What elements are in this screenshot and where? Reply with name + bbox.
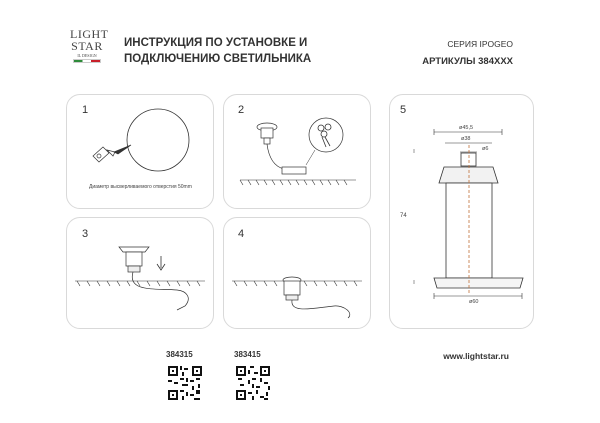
article-range: АРТИКУЛЫ 384XXX <box>422 56 513 67</box>
dim-inner: ø38 <box>461 136 471 142</box>
ground-line <box>75 281 205 286</box>
dim-base: ø60 <box>469 299 479 305</box>
step-5-dimensions-panel <box>389 94 534 329</box>
dim-top-width: ø45,5 <box>459 125 474 131</box>
insertion-illustration <box>67 218 213 328</box>
article-label-2: 383415 <box>234 350 261 359</box>
step-number: 3 <box>82 228 89 240</box>
step-3-panel <box>66 217 214 329</box>
step-1-caption: Диаметр высверливаемого отверстия 50mm <box>89 184 192 190</box>
drilled-hole <box>127 109 189 171</box>
qr-code-383415[interactable] <box>236 366 270 400</box>
title-line-2: ПОДКЛЮЧЕНИЮ СВЕТИЛЬНИКА <box>124 53 312 65</box>
document-title <box>124 35 311 67</box>
website-link[interactable]: www.lightstar.ru <box>443 351 509 361</box>
arrow-down-icon <box>157 256 165 270</box>
step-4-panel <box>223 217 371 329</box>
step-number: 5 <box>400 104 407 116</box>
dim-height: 74 <box>400 213 407 219</box>
title-line-1: ИНСТРУКЦИЯ ПО УСТАНОВКЕ И <box>124 37 308 49</box>
italian-flag-icon <box>73 59 101 63</box>
cable-line <box>292 300 350 318</box>
series-info <box>422 36 513 70</box>
junction-box <box>282 167 306 174</box>
luminaire-icon <box>119 247 149 272</box>
logo-tagline: IL DESIGN <box>77 53 97 58</box>
step-1-panel <box>66 94 214 209</box>
luminaire-icon <box>257 123 277 144</box>
step-number: 1 <box>82 104 89 116</box>
luminaire-profile <box>434 153 523 288</box>
article-label-1: 384315 <box>166 350 193 359</box>
brand-logo <box>70 27 109 63</box>
drill-icon <box>93 145 131 162</box>
dim-bolt: ø6 <box>482 146 489 152</box>
drill-illustration <box>67 95 213 208</box>
logo-line2: STAR <box>71 39 103 53</box>
series-name: СЕРИЯ IPOGEO <box>447 39 513 49</box>
wiring-illustration <box>224 95 370 208</box>
luminaire-icon <box>283 277 301 300</box>
cable-line <box>132 272 188 310</box>
step-number: 2 <box>238 104 245 116</box>
logo-line1: LIGHT <box>70 27 109 41</box>
step-number: 4 <box>238 228 245 240</box>
ground-line <box>240 180 356 185</box>
installed-illustration <box>224 218 370 328</box>
step-2-panel <box>223 94 371 209</box>
qr-code-384315[interactable] <box>168 366 202 400</box>
